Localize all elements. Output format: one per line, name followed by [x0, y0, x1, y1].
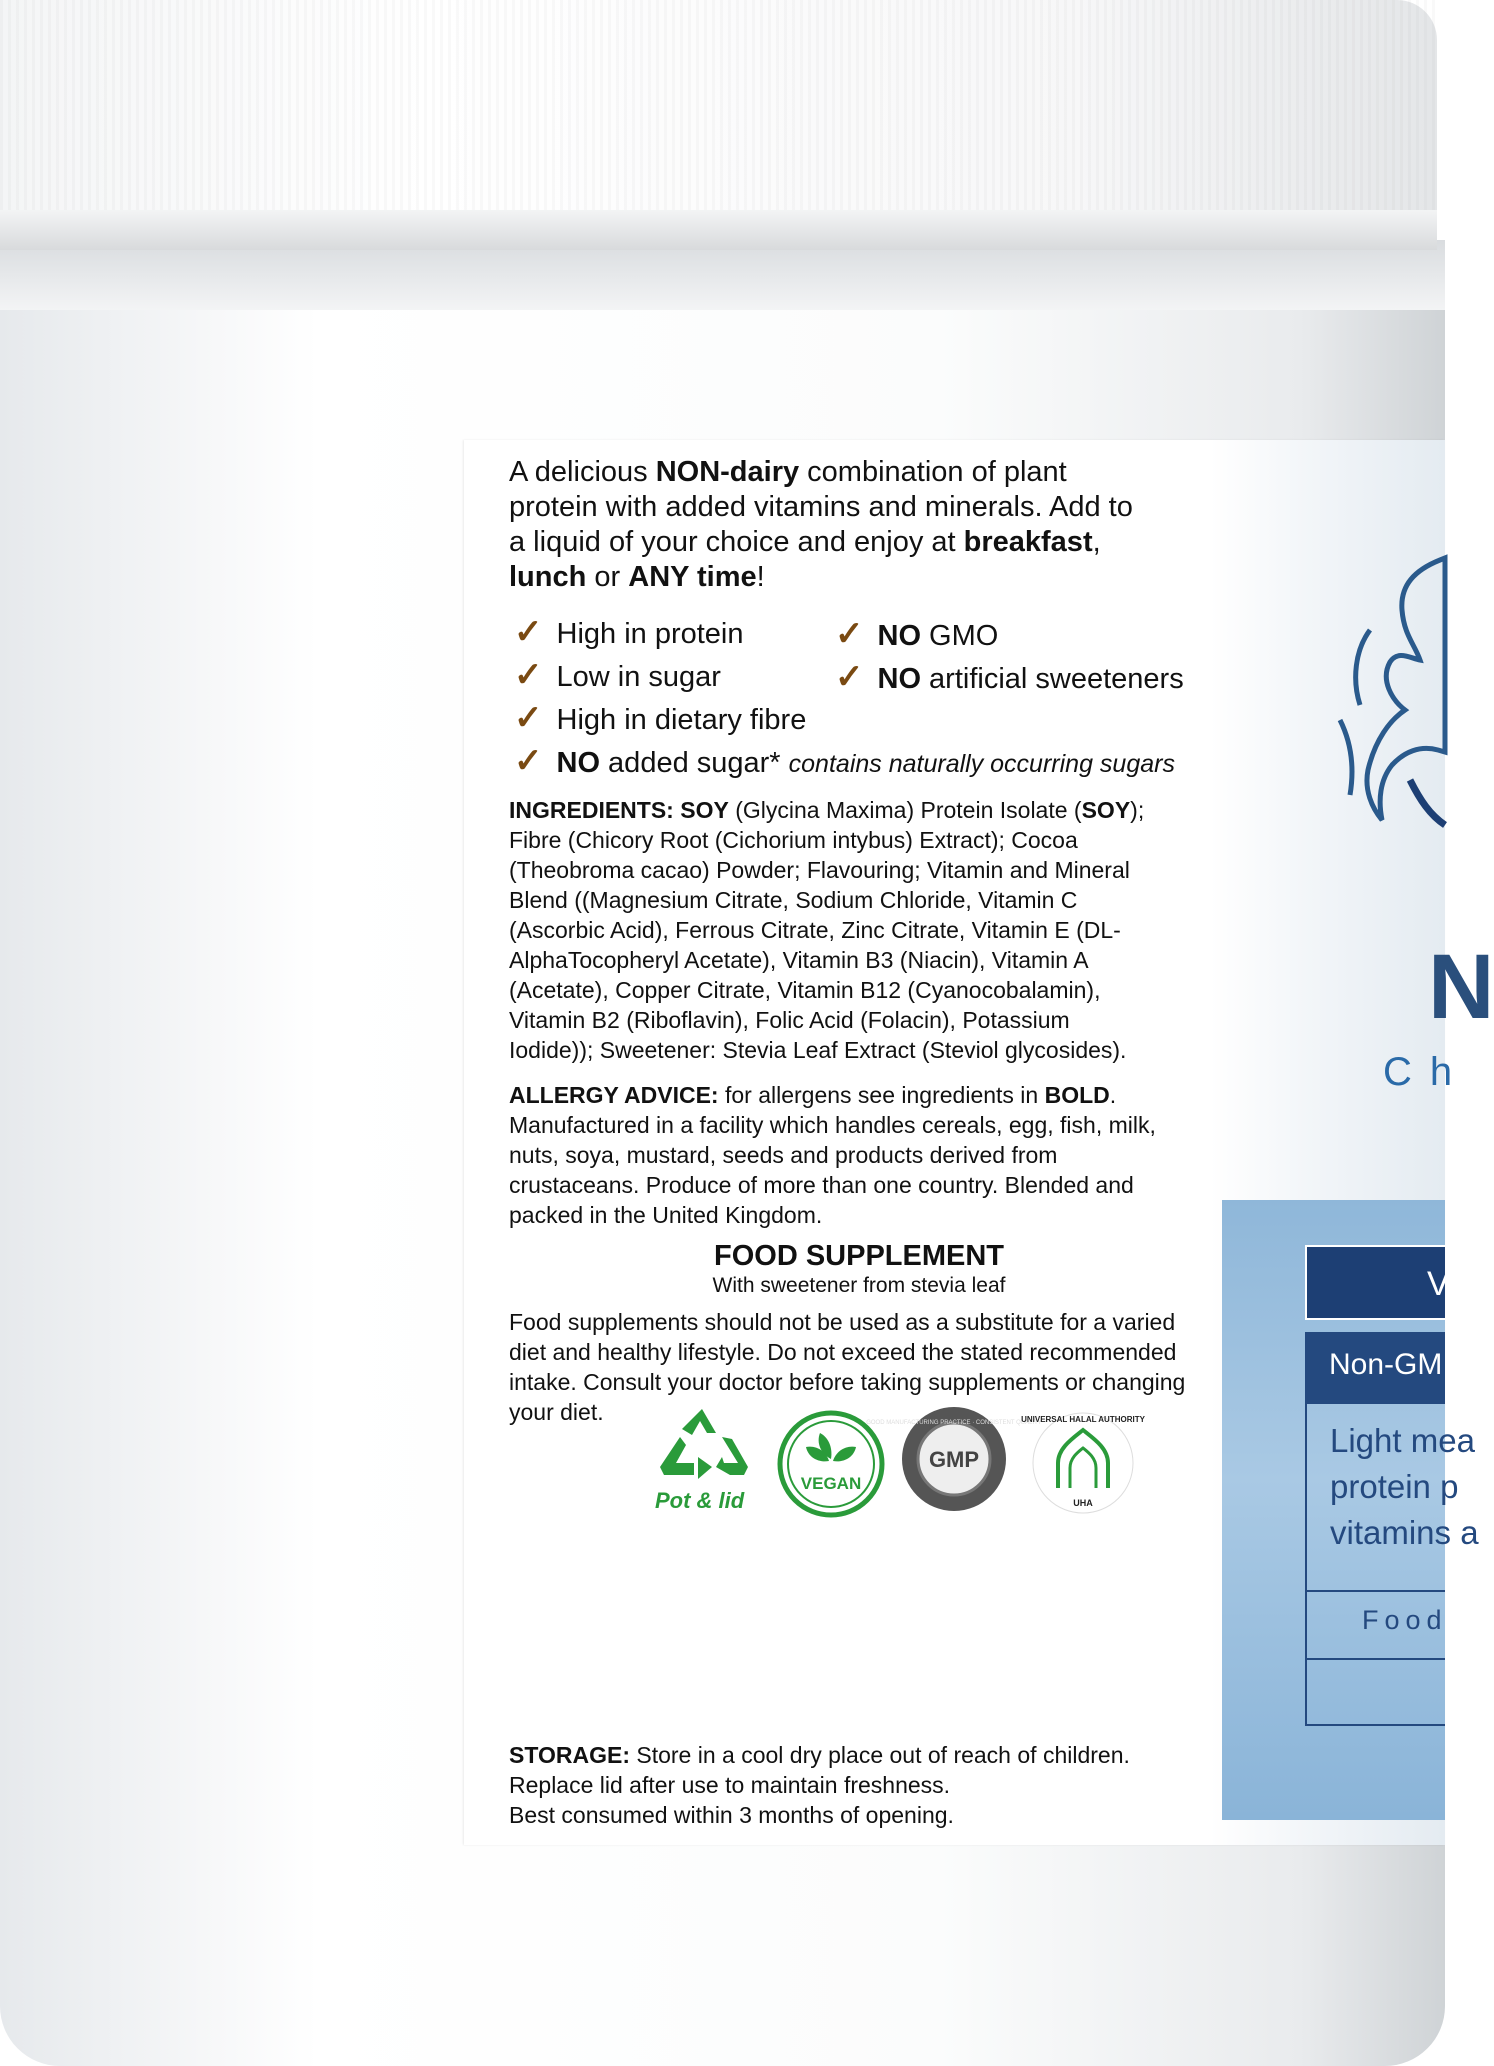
- feature-note: contains naturally occurring sugars: [788, 750, 1175, 778]
- jar-lid: [0, 0, 1437, 250]
- storage-label: STORAGE:: [509, 1742, 630, 1768]
- allergy-line: packed in the United Kingdom.: [509, 1202, 823, 1228]
- allergen-bold: SOY: [680, 797, 729, 823]
- feature-label: GMO: [921, 620, 999, 652]
- feature-high-protein: [514, 612, 744, 652]
- lid-rim: [0, 210, 1437, 250]
- halal-abbr: UHA: [1073, 1498, 1093, 1508]
- halal-ring-text: UNIVERSAL HALAL AUTHORITY: [1021, 1415, 1145, 1424]
- ingredients-text: (Glycina Maxima) Protein Isolate (: [728, 797, 1082, 823]
- ingredients-text: );: [1130, 797, 1145, 823]
- allergy-text: for allergens see ingredients in: [718, 1082, 1045, 1108]
- feature-no-gmo: [835, 614, 998, 654]
- storage-block: [509, 1740, 1130, 1830]
- storage-text: Store in a cool dry place out of reach of children.: [629, 1742, 1130, 1768]
- gmp-ring-text: GOOD MANUFACTURING PRACTICE · CONSISTENT QUALITY: [866, 1420, 1042, 1426]
- feature-high-fibre: [514, 698, 806, 738]
- front-description-line: Light mea: [1330, 1422, 1475, 1459]
- ingredients-line: Iodide)); Sweetener: Stevia Leaf Extract (Steviol glycosides).: [509, 1037, 1127, 1063]
- intro-text: combination of plant: [799, 456, 1067, 488]
- check-icon: ✓: [514, 742, 543, 780]
- feature-label: Low in sugar: [556, 661, 721, 693]
- allergy-bold: BOLD: [1044, 1082, 1110, 1108]
- front-food-supplement-partial: Food: [1362, 1605, 1448, 1635]
- feature-label: High in protein: [556, 618, 744, 650]
- gmp-label: GMP: [928, 1447, 980, 1472]
- ingredients-line: (Acetate), Copper Citrate, Vitamin B12 (Cyanocobalamin),: [509, 977, 1101, 1003]
- allergen-bold: SOY: [1081, 797, 1131, 823]
- allergy-line: nuts, soya, mustard, seeds and products derived from: [509, 1142, 1058, 1168]
- flavour-partial: Ch: [1383, 1050, 1471, 1094]
- allergy-text: .: [1109, 1082, 1117, 1108]
- food-supplement-title: FOOD SUPPLEMENT: [713, 1240, 1004, 1272]
- check-icon: ✓: [514, 613, 543, 651]
- ingredients-line: Fibre (Chicory Root (Cichorium intybus) Extract); Cocoa: [509, 827, 1078, 853]
- check-icon: ✓: [835, 615, 864, 653]
- warning-line: Food supplements should not be used as a substitute for a varied: [509, 1309, 1176, 1335]
- feature-bold: NO: [877, 663, 921, 695]
- allergy-label: ALLERGY ADVICE:: [509, 1082, 719, 1108]
- intro-bold: ANY time: [628, 561, 757, 593]
- feature-label: added sugar*: [600, 747, 781, 779]
- intro-text: a liquid of your choice and enjoy at: [509, 526, 964, 558]
- warning-line: your diet.: [509, 1399, 604, 1425]
- brand-name-partial: N: [1428, 936, 1494, 1038]
- lid-ridges: [0, 0, 1437, 215]
- non-gm-banner: Non-GM s: [1305, 1332, 1445, 1404]
- feature-label: artificial sweeteners: [921, 663, 1184, 695]
- feature-label: High in dietary fibre: [556, 704, 807, 736]
- intro-bold: NON-dairy: [655, 456, 800, 488]
- storage-line: Best consumed within 3 months of opening.: [509, 1802, 954, 1828]
- check-icon: ✓: [514, 656, 543, 694]
- feature-no-artificial-sweeteners: [835, 657, 1184, 697]
- feature-low-sugar: [514, 655, 721, 695]
- recycle-icon: [652, 1405, 752, 1487]
- intro-text: ,: [1092, 526, 1101, 558]
- divider: [1305, 1658, 1445, 1660]
- check-icon: ✓: [514, 699, 543, 737]
- intro-bold: breakfast: [963, 526, 1093, 558]
- feature-no-added-sugar: [514, 741, 1175, 781]
- jar-neck: [0, 240, 1445, 310]
- allergy-line: Manufactured in a facility which handles cereals, egg, fish, milk,: [509, 1112, 1156, 1138]
- intro-text: or: [586, 561, 629, 593]
- intro-text: !: [756, 561, 765, 593]
- front-banner: V: [1305, 1245, 1445, 1320]
- recycle-caption: Pot & lid: [655, 1488, 745, 1513]
- ingredients-label: INGREDIENTS:: [509, 797, 681, 823]
- front-description-line: protein p: [1330, 1468, 1459, 1505]
- vegan-label: VEGAN: [800, 1474, 862, 1493]
- check-icon: ✓: [835, 658, 864, 696]
- divider: [1305, 1590, 1445, 1592]
- ingredients-line: Vitamin B2 (Riboflavin), Folic Acid (Folacin), Potassium: [509, 1007, 1070, 1033]
- feature-bold: NO: [556, 747, 600, 779]
- horse-logo-icon: [1320, 540, 1445, 850]
- intro-bold: lunch: [509, 561, 587, 593]
- ingredients-block: [509, 795, 1144, 1065]
- storage-line: Replace lid after use to maintain freshness.: [509, 1772, 951, 1798]
- ingredients-line: (Theobroma cacao) Powder; Flavouring; Vitamin and Mineral: [509, 857, 1130, 883]
- warning-line: diet and healthy lifestyle. Do not exceed the stated recommended: [509, 1339, 1177, 1365]
- front-description: [1330, 1418, 1479, 1556]
- gmp-badge-icon: [866, 1404, 1042, 1514]
- intro-line: protein with added vitamins and minerals. Add to: [509, 491, 1133, 523]
- front-description-line: vitamins a: [1330, 1514, 1479, 1551]
- feature-bold: NO: [877, 620, 921, 652]
- ingredients-line: Blend ((Magnesium Citrate, Sodium Chloride, Vitamin C: [509, 887, 1078, 913]
- halal-badge-icon: [1021, 1408, 1145, 1518]
- allergy-block: [509, 1080, 1156, 1230]
- warning-line: intake. Consult your doctor before taking supplements or changing: [509, 1369, 1186, 1395]
- intro-text: A delicious: [509, 456, 656, 488]
- food-supplement-subtitle: With sweetener from stevia leaf: [712, 1274, 1006, 1297]
- allergy-line: crustaceans. Produce of more than one country. Blended and: [509, 1172, 1134, 1198]
- intro-paragraph: [509, 455, 1133, 595]
- ingredients-line: (Ascorbic Acid), Ferrous Citrate, Zinc Citrate, Vitamin E (DL-: [509, 917, 1121, 943]
- ingredients-line: AlphaTocopheryl Acetate), Vitamin B3 (Niacin), Vitamin A: [509, 947, 1089, 973]
